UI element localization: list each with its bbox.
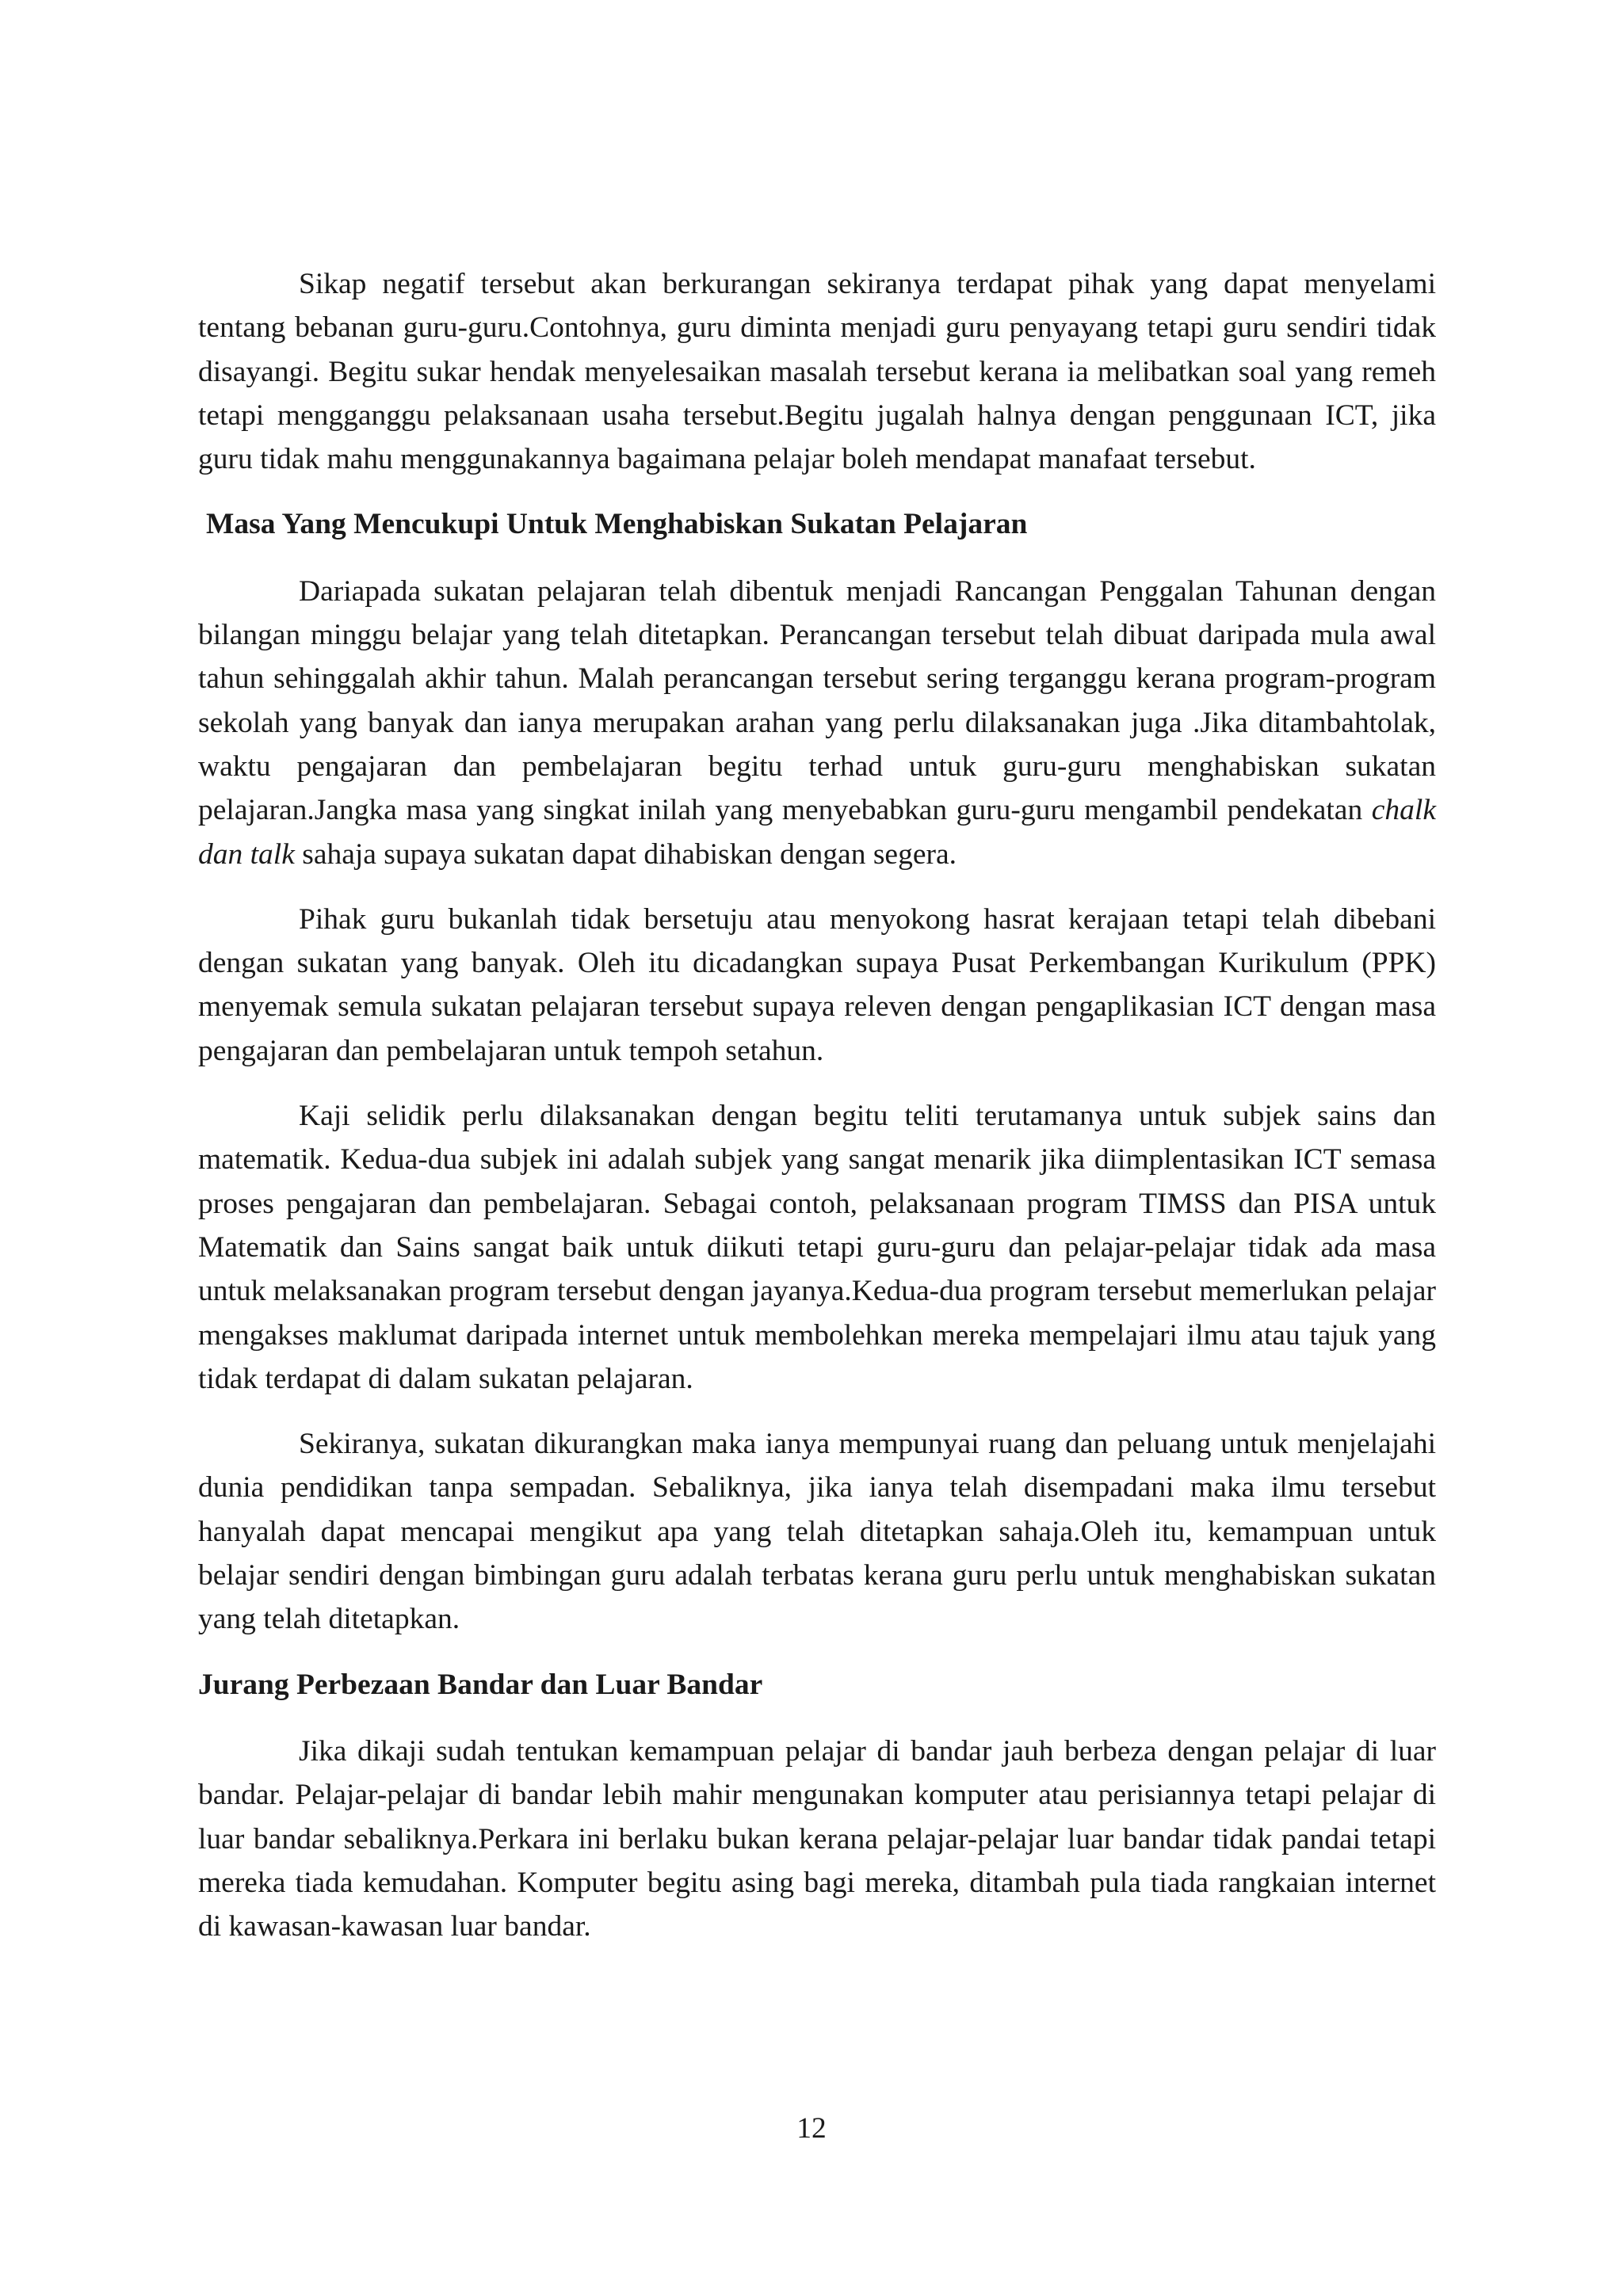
paragraph-text: sahaja supaya sukatan dapat dihabiskan dengan segera. bbox=[294, 837, 957, 871]
italic-term: chalk dan talk bbox=[198, 794, 1436, 871]
paragraph-urban-rural-gap: Jika dikaji sudah tentukan kemampuan pelajar di bandar jauh berbeza dengan pelajar di luar bandar. Pelajar-pelajar di bandar lebih mahir mengunakan komputer atau perisiannya tetapi pelajar di luar bandar sebaliknya.Perkara ini berlaku bukan kerana pelajar-pelajar luar bandar tidak pandai tetapi mereka tiada kemudahan. Komputer begitu asing bagi mereka, ditambah pula tiada rangkaian internet di kawasan-kawasan luar bandar. bbox=[198, 1734, 1436, 1943]
section-heading-time: Masa Yang Mencukupi Untuk Menghabiskan Sukatan Pelajaran bbox=[206, 508, 1028, 541]
paragraph-text: Dariapada sukatan pelajaran telah dibentuk menjadi Rancangan Penggalan Tahunan dengan bilangan minggu belajar yang telah ditetapkan. Perancangan tersebut telah dibuat daripada mula awal tahun sehinggalah akhir tahun. Malah perancangan tersebut sering terganggu kerana program-program sekolah yang banyak dan ianya merupakan arahan yang perlu dilaksanakan juga .Jika ditambahtolak, waktu pengajaran dan pembelajaran begitu terhad untuk guru-guru menghabiskan sukatan pelajaran.Jangka masa yang singkat inilah yang menyebabkan guru-guru mengambil pendekatan bbox=[198, 574, 1436, 827]
paragraph-negative-attitude: Sikap negatif tersebut akan berkurangan sekiranya terdapat pihak yang dapat menyelami tentang bebanan guru-guru.Contohnya, guru diminta menjadi guru penyayang tetapi guru sendiri tidak disayangi. Begitu sukar hendak menyelesaikan masalah tersebut kerana ia melibatkan soal yang remeh tetapi mengganggu pelaksanaan usaha tersebut.Begitu jugalah halnya dengan penggunaan ICT, jika guru tidak mahu menggunakannya bagaimana pelajar boleh mendapat manafaat tersebut. bbox=[198, 268, 1436, 476]
page-number: 12 bbox=[796, 2112, 827, 2145]
section-heading-urban-rural: Jurang Perbezaan Bandar dan Luar Bandar bbox=[198, 1668, 763, 1701]
paragraph-teacher-burden: Pihak guru bukanlah tidak bersetuju atau menyokong hasrat kerajaan tetapi telah dibebani dengan sukatan yang banyak. Oleh itu dicadangkan supaya Pusat Perkembangan Kurikulum (PPK) menyemak semula sukatan pelajaran tersebut supaya releven dengan pengaplikasian ICT dengan masa pengajaran dan pembelajaran untuk tempoh setahun. bbox=[198, 902, 1436, 1067]
paragraph-research: Kaji selidik perlu dilaksanakan dengan begitu teliti terutamanya untuk subjek sains dan matematik. Kedua-dua subjek ini adalah subjek yang sangat menarik jika diimplentasikan ICT semasa proses pengajaran dan pembelajaran. Sebagai contoh, pelaksanaan program TIMSS dan PISA untuk Matematik dan Sains sangat baik untuk diikuti tetapi guru-guru dan pelajar-pelajar tidak ada masa untuk melaksanakan program tersebut dengan jayanya.Kedua-dua program tersebut memerlukan pelajar mengakses maklumat daripada internet untuk membolehkan mereka mempelajari ilmu atau tajuk yang tidak terdapat di dalam sukatan pelajaran. bbox=[198, 1100, 1436, 1395]
paragraph-syllabus-reduction: Sekiranya, sukatan dikurangkan maka ianya mempunyai ruang dan peluang untuk menjelajahi dunia pendidikan tanpa sempadan. Sebaliknya, jika ianya telah disempadani maka ilmu tersebut hanyalah dapat mencapai mengikut apa yang telah ditetapkan sahaja.Oleh itu, kemampuan untuk belajar sendiri dengan bimbingan guru adalah terbatas kerana guru perlu untuk menghabiskan sukatan yang telah ditetapkan. bbox=[198, 1428, 1436, 1636]
document-body bbox=[198, 262, 1436, 1948]
paragraph-syllabus-planning bbox=[198, 570, 1436, 876]
